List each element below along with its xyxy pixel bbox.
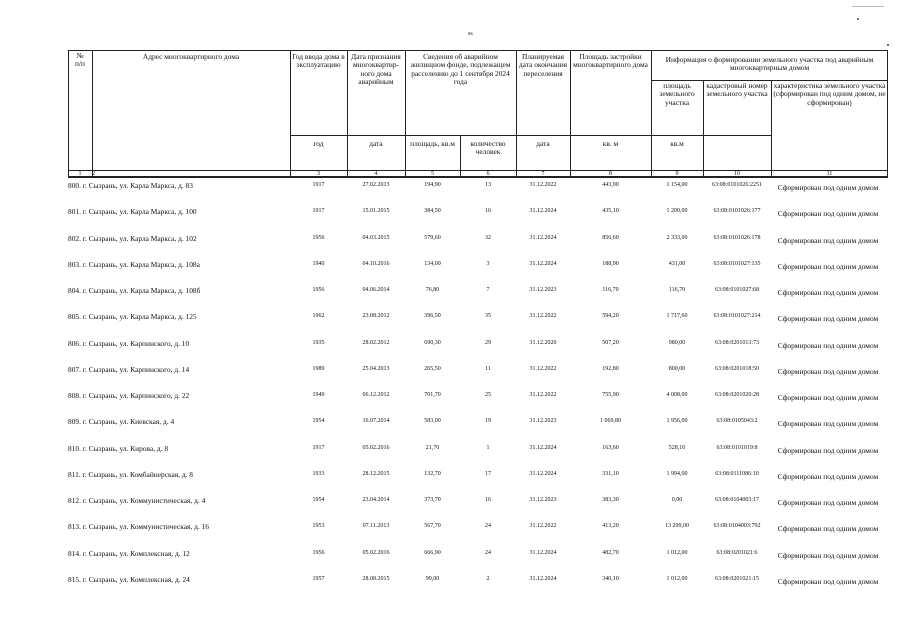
- date-cell: 25.04.2013: [362, 365, 390, 372]
- land-cell: 1 994,00: [666, 470, 688, 477]
- people-cell: 29: [485, 339, 491, 346]
- table-row: [68, 286, 888, 312]
- address-cell: [68, 260, 288, 269]
- plan-cell: 31.12.2024: [529, 234, 557, 241]
- table-row: [68, 522, 888, 548]
- plan-cell: 31.12.2024: [529, 575, 557, 582]
- build-cell: 413,20: [602, 523, 619, 530]
- land-cell: 1 012,00: [666, 575, 688, 582]
- characteristic-cell: Сформирован под одним домом: [777, 183, 879, 192]
- header-land-info: Информация о формировании земельного участка под аварийным многоквартирным домом: [665, 56, 874, 73]
- build-cell: 1 069,80: [600, 418, 621, 425]
- col-number: 3: [317, 171, 320, 177]
- address-cell: [68, 496, 288, 505]
- area-cell: 132,70: [424, 470, 441, 477]
- area-cell: 265,50: [424, 365, 441, 372]
- build-cell: 340,10: [602, 575, 619, 582]
- plan-cell: 31.12.2024: [529, 470, 557, 477]
- land-cell: 1 012,00: [666, 549, 688, 556]
- table-row: [68, 496, 888, 522]
- people-cell: 35: [485, 313, 491, 320]
- address-text: г. Сызрань, ул. Карла Маркса, д. 102: [82, 233, 197, 243]
- characteristic-cell: Сформирован под одним домом: [777, 235, 879, 245]
- address-cell: [68, 181, 288, 190]
- people-cell: 3: [486, 260, 490, 267]
- plan-cell: 31.12.2022: [529, 392, 557, 398]
- cad-cell: 63:08:0104003:792: [713, 523, 761, 530]
- col-number: 10: [734, 171, 740, 177]
- plan-cell: 31.12.2023: [529, 287, 557, 293]
- people-cell: 13: [485, 182, 491, 188]
- area-cell: 567,70: [424, 523, 441, 530]
- cad-cell: 63:08:0101027:214: [713, 313, 761, 320]
- build-cell: 188,90: [602, 260, 619, 267]
- scan-speck: [857, 18, 859, 20]
- land-cell: 431,00: [668, 260, 686, 267]
- col-number: 11: [826, 171, 833, 177]
- cad-cell: 63:08:0101027:68: [714, 287, 759, 293]
- address-text: г. Сызрань, ул. Комплексная, д. 24: [82, 574, 190, 584]
- plan-cell: 31.12.2023: [529, 418, 557, 425]
- area-cell: 701,70: [424, 392, 441, 398]
- row-number: 804.: [68, 286, 81, 295]
- header-address: Адрес многоквартирного дома: [142, 53, 240, 61]
- col-number: 8: [609, 171, 612, 177]
- date-cell: 16.07.2014: [362, 418, 390, 425]
- row-number: 811.: [68, 469, 81, 479]
- date-cell: 23.04.2014: [362, 497, 390, 503]
- year-cell: 1917: [312, 444, 325, 451]
- date-cell: 28.02.2012: [362, 339, 390, 346]
- characteristic-cell: Сформирован под одним домом: [777, 524, 879, 534]
- date-cell: 15.01.2015: [362, 208, 390, 215]
- row-number: 810.: [68, 443, 81, 453]
- cad-cell: 63:08:0101026:178: [713, 234, 761, 241]
- address-cell: [68, 312, 288, 321]
- characteristic-cell: Сформирован под одним домом: [777, 261, 879, 271]
- address-cell: [68, 234, 288, 243]
- date-cell: 23.08.2012: [362, 313, 390, 320]
- year-cell: 1989: [312, 365, 325, 372]
- table-row: [68, 339, 888, 365]
- address-cell: [68, 444, 288, 453]
- land-cell: 0,00: [671, 497, 683, 503]
- row-number: 813.: [68, 522, 81, 532]
- header-build-area: Площадь застройки многоквартирного дома: [573, 53, 648, 70]
- grid-line: [651, 80, 888, 81]
- area-cell: 690,30: [424, 339, 441, 346]
- characteristic-cell: Сформирован под одним домом: [777, 340, 879, 350]
- cad-cell: 63:08:0201020:28: [714, 392, 759, 398]
- build-cell: 507,20: [602, 339, 619, 346]
- cad-cell: 63:08:0111086:10: [715, 470, 759, 477]
- row-number: 803.: [68, 259, 81, 269]
- address-cell: [68, 417, 288, 426]
- characteristic-cell: Сформирован под одним домом: [777, 576, 879, 586]
- unit-people: количество человек: [470, 140, 506, 157]
- cad-cell: 63:08:0201013:73: [714, 339, 759, 346]
- cad-cell: 63:08:0201018:50: [714, 365, 759, 372]
- people-cell: 16: [485, 208, 491, 215]
- build-cell: 163,60: [602, 444, 619, 451]
- address-cell: [68, 365, 288, 374]
- characteristic-cell: Сформирован под одним домом: [777, 393, 879, 402]
- build-cell: 755,90: [602, 392, 619, 398]
- scan-edge-line: [852, 6, 884, 7]
- address-cell: [68, 339, 288, 348]
- land-cell: 800,00: [668, 365, 686, 372]
- row-number: 814.: [68, 548, 81, 558]
- cad-cell: 63:08:0201021:15: [714, 575, 759, 582]
- header-cadastral: кадастровый номер земельного участка: [706, 82, 768, 99]
- build-cell: 331,10: [602, 470, 619, 477]
- cad-cell: 63:08:0101026:177: [713, 208, 761, 215]
- grid-line: [68, 177, 888, 178]
- land-cell: 2 333,00: [666, 234, 688, 241]
- characteristic-cell: Сформирован под одним домом: [777, 366, 879, 376]
- col-number: 6: [486, 171, 490, 177]
- address-text: г. Сызрань, ул. Карла Маркса, д. 108б: [82, 286, 201, 295]
- land-cell: 4 008,00: [666, 392, 688, 398]
- plan-cell: 31.12.2020: [529, 339, 557, 346]
- col-number: 1: [78, 171, 82, 177]
- date-cell: 04.03.2015: [362, 234, 390, 241]
- header-year: Год ввода дома в эксплуатацию: [292, 53, 345, 70]
- header-housing-info: Сведения об аварийном жилищном фонде, подлежащем расселению до 1 сентября 2024 года: [410, 53, 511, 86]
- row-number: 800.: [68, 181, 81, 190]
- year-cell: 1956: [312, 287, 325, 293]
- table-row: [68, 234, 888, 260]
- row-number: 812.: [68, 496, 81, 505]
- land-cell: 1 956,00: [666, 418, 688, 425]
- characteristic-cell: Сформирован под одним домом: [777, 288, 879, 297]
- address-cell: [68, 549, 288, 558]
- table-row: [68, 549, 888, 575]
- area-cell: 134,00: [424, 260, 441, 267]
- address-text: г. Сызрань, ул. Карпинского, д. 10: [82, 338, 190, 348]
- row-number: 802.: [68, 233, 81, 243]
- col-number: 5: [431, 171, 434, 177]
- cad-cell: 63:08:0101026:2251: [711, 182, 762, 188]
- row-number: 809.: [68, 417, 81, 427]
- col-number: 2: [92, 171, 95, 177]
- area-cell: 21,70: [425, 444, 440, 451]
- cad-cell: 63:08:0104003:17: [714, 497, 759, 503]
- address-text: г. Сызрань, ул. Коммунистическая, д. 4: [82, 496, 206, 505]
- build-cell: 856,60: [602, 234, 619, 241]
- year-cell: 1954: [312, 418, 325, 425]
- unit-build: кв. м: [602, 140, 619, 148]
- year-cell: 1935: [312, 339, 325, 346]
- row-number: 808.: [68, 391, 81, 400]
- area-cell: 396,50: [424, 313, 441, 320]
- header-planned-date: Планируемая дата окончания переселения: [518, 53, 568, 78]
- area-cell: 666,90: [424, 549, 441, 556]
- build-cell: 435,10: [602, 208, 619, 215]
- header-land-area: площадь земельного участка: [659, 82, 695, 107]
- area-cell: 579,60: [424, 234, 441, 241]
- area-cell: 384,50: [424, 208, 441, 215]
- cad-cell: 63:08:0201021:6: [716, 549, 758, 556]
- plan-cell: 31.12.2022: [529, 313, 557, 320]
- plan-cell: 31.12.2024: [529, 444, 557, 451]
- grid-line: [92, 50, 93, 177]
- date-cell: 04.06.2014: [362, 287, 390, 293]
- year-cell: 1956: [312, 234, 325, 241]
- people-cell: 32: [485, 234, 491, 241]
- year-cell: 1940: [312, 260, 325, 267]
- land-cell: 1 200,00: [666, 208, 688, 215]
- col-number: 7: [541, 171, 545, 177]
- date-cell: 06.12.2012: [362, 392, 390, 398]
- address-text: г. Сызрань, ул. Карла Маркса, д. 100: [82, 207, 197, 217]
- characteristic-cell: Сформирован под одним домом: [777, 445, 879, 455]
- unit-area: площадь, кв.м: [410, 140, 455, 148]
- address-cell: [68, 207, 288, 216]
- address-text: г. Сызрань, ул. Карла Маркса, д. 108а: [82, 259, 200, 269]
- year-cell: 1953: [312, 523, 325, 530]
- characteristic-cell: Сформирован под одним домом: [777, 471, 879, 481]
- table-row: [68, 207, 888, 233]
- cad-cell: 63:08:0101019:8: [716, 444, 758, 451]
- table-row: [68, 365, 888, 391]
- plan-cell: 31.12.2024: [529, 208, 557, 215]
- cad-cell: 63:08:0105043:2: [716, 418, 758, 425]
- land-cell: 980,00: [668, 339, 686, 346]
- area-cell: 194,90: [424, 182, 441, 188]
- land-cell: 13 299,00: [665, 523, 689, 530]
- people-cell: 24: [485, 549, 491, 556]
- address-text: г. Сызрань, ул. Комплексная, д. 12: [82, 548, 190, 558]
- row-number: 801.: [68, 207, 81, 217]
- land-cell: 1 154,00: [666, 182, 688, 188]
- characteristic-cell: Сформирован под одним домом: [777, 498, 879, 507]
- area-cell: 99,00: [425, 575, 440, 582]
- table-row: [68, 575, 888, 601]
- address-text: г. Сызрань, ул. Кирова, д. 8: [82, 443, 169, 453]
- characteristic-cell: Сформирован под одним домом: [777, 419, 879, 429]
- year-cell: 1949: [312, 392, 325, 398]
- characteristic-cell: Сформирован под одним домом: [777, 209, 879, 219]
- grid-line: [290, 135, 771, 136]
- build-cell: 443,90: [602, 182, 619, 188]
- characteristic-cell: Сформирован под одним домом: [777, 550, 879, 560]
- date-cell: 05.02.2016: [362, 444, 390, 451]
- row-number: 806.: [68, 338, 81, 348]
- people-cell: 7: [486, 287, 490, 293]
- address-cell: [68, 575, 288, 584]
- table-row: [68, 417, 888, 443]
- date-cell: 04.10.2016: [362, 260, 390, 267]
- table-row: [68, 312, 888, 338]
- year-cell: 1917: [312, 208, 325, 215]
- col-number: 4: [374, 171, 378, 177]
- plan-cell: 31.12.2023: [529, 497, 557, 503]
- date-cell: 28.12.2015: [362, 470, 390, 477]
- land-cell: 116,70: [668, 287, 686, 293]
- date-cell: 28.08.2015: [362, 575, 390, 582]
- year-cell: 1956: [312, 549, 325, 556]
- unit-year: год: [313, 140, 324, 148]
- plan-cell: 31.12.2022: [529, 182, 557, 188]
- build-cell: 482,70: [602, 549, 619, 556]
- people-cell: 16: [485, 497, 491, 503]
- address-text: г. Сызрань, ул. Карла Маркса, д. 125: [82, 312, 197, 322]
- cad-cell: 63:08:0101027:135: [713, 260, 761, 267]
- address-text: г. Сызрань, ул. Карпинского, д. 14: [82, 364, 190, 374]
- address-text: г. Сызрань, ул. Карпинского, д. 22: [82, 391, 190, 400]
- plan-cell: 31.12.2022: [529, 365, 557, 372]
- row-number: 815.: [68, 574, 81, 584]
- plan-cell: 31.12.2024: [529, 549, 557, 556]
- build-cell: 594,20: [602, 313, 619, 320]
- unit-date: дата: [369, 140, 383, 148]
- address-text: г. Сызрань, ул. Коммунистическая, д. 16: [82, 522, 209, 532]
- people-cell: 11: [485, 365, 491, 372]
- people-cell: 19: [485, 418, 491, 425]
- area-cell: 373,70: [424, 497, 441, 503]
- address-cell: [68, 522, 288, 531]
- people-cell: 17: [485, 470, 491, 477]
- land-cell: 528,10: [668, 444, 686, 451]
- unit-planned: дата: [536, 140, 550, 148]
- table-row: [68, 470, 888, 496]
- unit-land: кв.м: [670, 140, 684, 148]
- land-cell: 1 717,60: [666, 313, 688, 320]
- characteristic-cell: Сформирован под одним домом: [777, 314, 879, 324]
- build-cell: 192,80: [602, 365, 619, 372]
- people-cell: 24: [485, 523, 491, 530]
- year-cell: 1954: [312, 497, 325, 503]
- row-number: 807.: [68, 364, 81, 374]
- address-cell: [68, 470, 288, 479]
- year-cell: 1917: [312, 182, 325, 188]
- people-cell: 25: [485, 392, 491, 398]
- people-cell: 1: [486, 444, 490, 451]
- year-cell: 1957: [312, 575, 325, 582]
- page-number: ss: [468, 31, 473, 37]
- header-num: № п/п: [75, 52, 85, 69]
- people-cell: 2: [486, 575, 490, 582]
- scan-speck: [887, 44, 889, 46]
- address-text: г. Сызрань, ул. Комбайнерская, д. 8: [82, 469, 193, 479]
- plan-cell: 31.12.2022: [529, 523, 557, 530]
- build-cell: 116,70: [602, 287, 619, 293]
- address-cell: [68, 391, 288, 400]
- table-row: [68, 181, 888, 207]
- table-row: [68, 444, 888, 470]
- col-number: 9: [675, 171, 679, 177]
- address-text: г. Сызрань, ул. Киевская, д. 4: [82, 417, 175, 427]
- build-cell: 383,30: [602, 497, 619, 503]
- date-cell: 05.02.2016: [362, 549, 390, 556]
- date-cell: 07.11.2013: [362, 523, 390, 530]
- area-cell: 583,00: [424, 418, 441, 425]
- address-cell: [68, 286, 288, 295]
- row-number: 805.: [68, 312, 81, 322]
- table-row: [68, 391, 888, 417]
- table-row: [68, 260, 888, 286]
- header-characteristic: характеристика земельного участка (сформирован под одним домом, не сформирован): [773, 82, 886, 107]
- year-cell: 1933: [312, 470, 325, 477]
- header-date-emergency: Дата признания многоквартир-ного дома аварийным: [351, 53, 401, 86]
- area-cell: 76,80: [425, 287, 440, 293]
- plan-cell: 31.12.2024: [529, 260, 557, 267]
- date-cell: 27.02.2013: [362, 182, 390, 188]
- year-cell: 1962: [312, 313, 325, 320]
- address-text: г. Сызрань, ул. Карла Маркса, д. 83: [82, 181, 193, 190]
